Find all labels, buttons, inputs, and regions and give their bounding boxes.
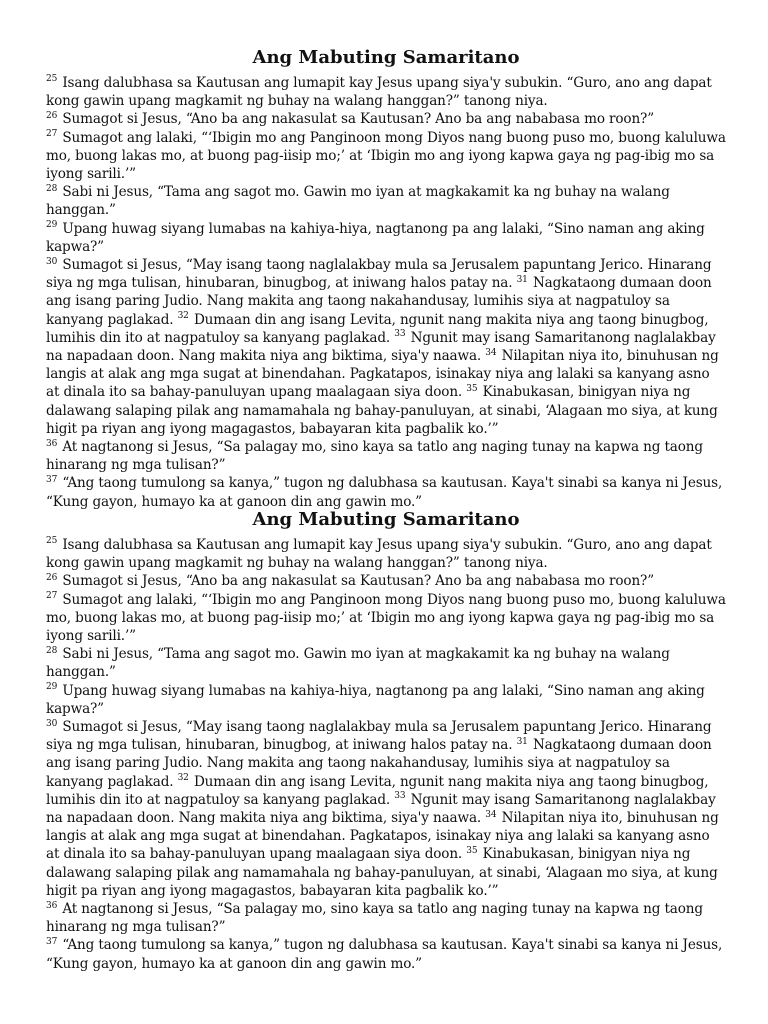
verse-text: Nilapitan niya ito, binuhusan ng langis at alak ang mga sugat at binendahan. Pagkatapos, isinakay niya ang lalaki sa kanyang asno at dinala ito sa bahay-panuluyan upang maalagaan siya doon. xyxy=(46,348,719,401)
verse-number: 25 xyxy=(46,74,58,85)
verse-number: 30 xyxy=(46,256,58,267)
verse-text: Ngunit may isang Samaritanong naglalakbay na napadaan doon. Nang makita niya ang biktima, siya'y naawa. xyxy=(46,791,716,827)
verse-number: 31 xyxy=(516,274,528,285)
verse-text: “Ang taong tumulong sa kanya,” tugon ng dalubhasa sa kautusan. Kaya't sinabi sa kanya ni Jesus, “Kung gayon, humayo ka at ganoon din ang gawin mo.” xyxy=(46,937,723,972)
verse-number: 30 xyxy=(46,718,58,729)
verse-number: 33 xyxy=(394,329,406,340)
verse-text: Upang huwag siyang lumabas na kahiya-hiya, nagtanong pa ang lalaki, “Sino naman ang aking kapwa?” xyxy=(46,682,705,717)
verse-text: Kinabukasan, binigyan niya ng dalawang salaping pilak ang namamahala ng bahay-panuluyan, at sinabi, ‘Alagaan mo siya, at kung higit pa riyan ang iyong magagastos, babayaran kita pagbalik ko.’” xyxy=(46,384,718,437)
verse-number: 31 xyxy=(516,736,528,747)
verse-36 xyxy=(46,438,726,474)
verse-text: Isang dalubhasa sa Kautusan ang lumapit kay Jesus upang siya'y subukin. “Guro, ano ang dapat kong gawin upang magkamit ng buhay na walang hanggan?” tanong niya. xyxy=(46,537,712,572)
verse-30-35 xyxy=(46,718,726,900)
verse-25 xyxy=(46,74,726,110)
verse-37 xyxy=(46,936,726,972)
passage-copy-2 xyxy=(46,508,726,973)
verse-text: Sumagot ang lalaki, “‘Ibigin mo ang Panginoon mong Diyos nang buong puso mo, buong kaluluwa mo, buong lakas mo, at buong pag-iisip mo;’ at ‘Ibigin mo ang iyong kapwa gaya ng pag-ibig mo sa iyong sarili.’” xyxy=(46,129,726,183)
verse-text: Isang dalubhasa sa Kautusan ang lumapit kay Jesus upang siya'y subukin. “Guro, ano ang dapat kong gawin upang magkamit ng buhay na walang hanggan?” tanong niya. xyxy=(46,75,712,110)
verse-number: 35 xyxy=(466,383,478,394)
verse-number: 27 xyxy=(46,591,58,602)
verse-28 xyxy=(46,183,726,219)
verse-text: At nagtanong si Jesus, “Sa palagay mo, sino kaya sa tatlo ang naging tunay na kapwa ng taong hinarang ng mga tulisan?” xyxy=(46,901,703,936)
verse-number: 36 xyxy=(46,438,58,449)
verse-30-35 xyxy=(46,256,726,438)
verse-text: At nagtanong si Jesus, “Sa palagay mo, sino kaya sa tatlo ang naging tunay na kapwa ng taong hinarang ng mga tulisan?” xyxy=(46,439,703,474)
verse-text: Nilapitan niya ito, binuhusan ng langis at alak ang mga sugat at binendahan. Pagkatapos, isinakay niya ang lalaki sa kanyang asno at dinala ito sa bahay-panuluyan upang maalagaan siya doon. xyxy=(46,810,719,863)
verse-29 xyxy=(46,220,726,256)
verse-text: Kinabukasan, binigyan niya ng dalawang salaping pilak ang namamahala ng bahay-panuluyan, at sinabi, ‘Alagaan mo siya, at kung higit pa riyan ang iyong magagastos, babayaran kita pagbalik ko.’” xyxy=(46,846,718,899)
verse-text: Sabi ni Jesus, “Tama ang sagot mo. Gawin mo iyan at magkakamit ka ng buhay na walang hanggan.” xyxy=(46,646,670,681)
verse-number: 29 xyxy=(46,220,58,231)
passage-copy-1 xyxy=(46,46,726,511)
verse-25 xyxy=(46,536,726,572)
verse-number: 28 xyxy=(46,183,58,194)
verse-text: Sabi ni Jesus, “Tama ang sagot mo. Gawin mo iyan at magkakamit ka ng buhay na walang hanggan.” xyxy=(46,184,670,219)
verse-number: 26 xyxy=(46,110,58,121)
verse-number: 36 xyxy=(46,900,58,911)
verse-text: Ngunit may isang Samaritanong naglalakbay na napadaan doon. Nang makita niya ang biktima, siya'y naawa. xyxy=(46,329,716,365)
verse-number: 34 xyxy=(485,809,497,820)
verse-text: Upang huwag siyang lumabas na kahiya-hiya, nagtanong pa ang lalaki, “Sino naman ang aking kapwa?” xyxy=(46,220,705,255)
passage-title: Ang Mabuting Samaritano xyxy=(252,509,520,530)
verse-37 xyxy=(46,474,726,510)
verse-text: Sumagot ang lalaki, “‘Ibigin mo ang Panginoon mong Diyos nang buong puso mo, buong kaluluwa mo, buong lakas mo, at buong pag-iisip mo;’ at ‘Ibigin mo ang iyong kapwa gaya ng pag-ibig mo sa iyong sarili.’” xyxy=(46,591,726,645)
verse-text: Sumagot si Jesus, “May isang taong naglalakbay mula sa Jerusalem papuntang Jerico. Hinarang siya ng mga tulisan, hinubaran, binugbog, at iniwang halos patay na. xyxy=(46,257,712,292)
verse-number: 32 xyxy=(177,773,189,784)
verse-29 xyxy=(46,682,726,718)
verse-text: Sumagot si Jesus, “Ano ba ang nakasulat sa Kautusan? Ano ba ang nababasa mo roon?” xyxy=(62,573,654,590)
verse-text: Sumagot si Jesus, “Ano ba ang nakasulat sa Kautusan? Ano ba ang nababasa mo roon?” xyxy=(62,111,654,128)
verse-number: 35 xyxy=(466,845,478,856)
verse-36 xyxy=(46,900,726,936)
verse-number: 34 xyxy=(485,347,497,358)
verse-number: 25 xyxy=(46,536,58,547)
verse-26 xyxy=(46,110,726,128)
verse-number: 27 xyxy=(46,129,58,140)
verse-text: Nagkataong dumaan doon ang isang paring Judio. Nang makita ang taong nakahandusay, lumihis siya at nagpatuloy sa kanyang paglakad. xyxy=(46,737,712,790)
verse-text: Dumaan din ang isang Levita, ngunit nang makita niya ang taong binugbog, lumihis din ito at nagpatuloy sa kanyang paglakad. xyxy=(46,311,709,346)
verse-text: Dumaan din ang isang Levita, ngunit nang makita niya ang taong binugbog, lumihis din ito at nagpatuloy sa kanyang paglakad. xyxy=(46,773,709,808)
verse-number: 37 xyxy=(46,936,58,947)
verse-number: 29 xyxy=(46,682,58,693)
verse-26 xyxy=(46,572,726,590)
verse-number: 33 xyxy=(394,791,406,802)
verse-number: 32 xyxy=(177,311,189,322)
verse-text: Nagkataong dumaan doon ang isang paring Judio. Nang makita ang taong nakahandusay, lumihis siya at nagpatuloy sa kanyang paglakad. xyxy=(46,275,712,328)
verse-number: 26 xyxy=(46,572,58,583)
verse-number: 28 xyxy=(46,645,58,656)
verse-27 xyxy=(46,129,726,184)
passage-title: Ang Mabuting Samaritano xyxy=(252,47,520,68)
verse-27 xyxy=(46,591,726,646)
verse-28 xyxy=(46,645,726,681)
verse-text: Sumagot si Jesus, “May isang taong naglalakbay mula sa Jerusalem papuntang Jerico. Hinarang siya ng mga tulisan, hinubaran, binugbog, at iniwang halos patay na. xyxy=(46,719,712,754)
verse-number: 37 xyxy=(46,474,58,485)
verse-text: “Ang taong tumulong sa kanya,” tugon ng dalubhasa sa kautusan. Kaya't sinabi sa kanya ni Jesus, “Kung gayon, humayo ka at ganoon din ang gawin mo.” xyxy=(46,475,723,510)
